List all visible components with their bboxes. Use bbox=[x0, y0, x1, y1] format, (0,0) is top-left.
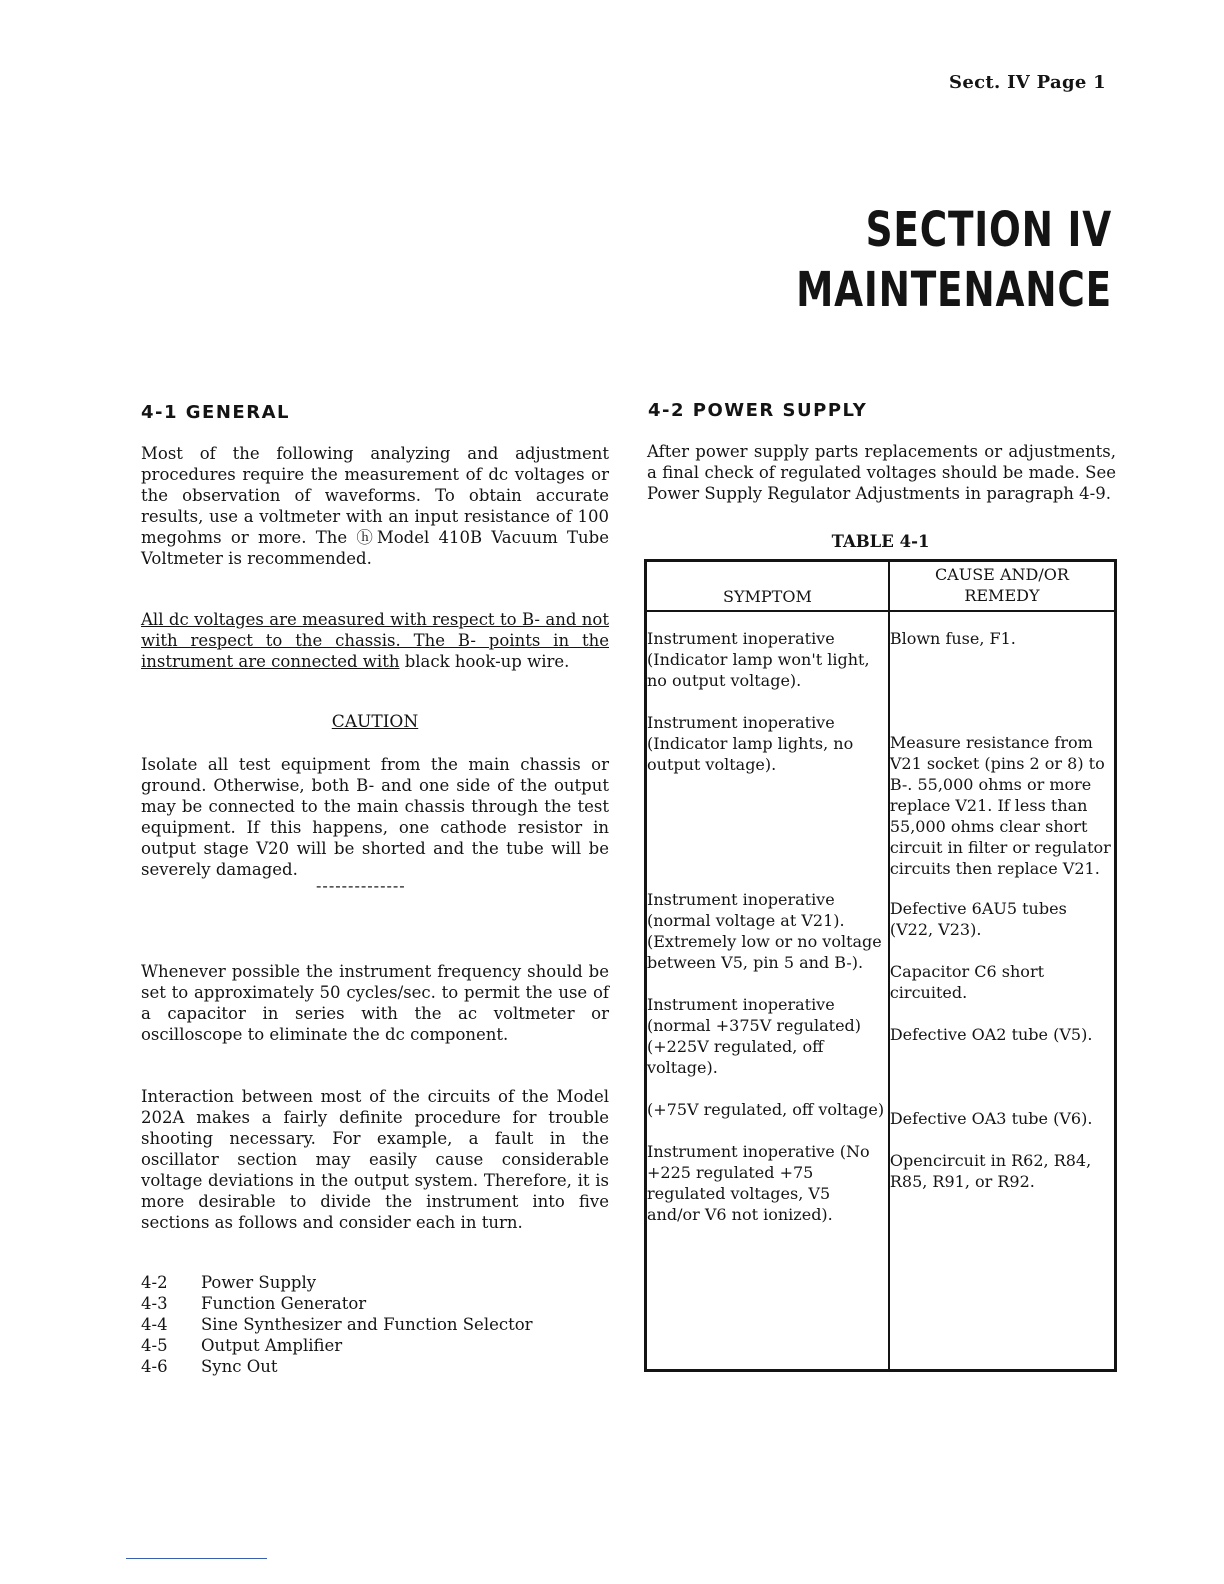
caution-end-rule: -------------- bbox=[316, 876, 406, 895]
general-paragraph-2-underlined: All dc voltages are measured with respect to B- and not with respect to the chassis. The B- points in the instrument are connected with bbox=[141, 610, 609, 671]
cause-header: CAUSE AND/OR REMEDY bbox=[889, 561, 1116, 611]
section-list-item: 4-5 Output Amplifier bbox=[141, 1336, 343, 1355]
section-title-line2: MAINTENANCE bbox=[796, 262, 1112, 318]
symptom-cell: Instrument inoperative (normal +375V regulated) (+225V regulated, off voltage). bbox=[647, 994, 862, 1077]
cause-cell: Defective 6AU5 tubes (V22, V23). bbox=[889, 898, 1067, 939]
cause-cell: Capacitor C6 short circuited. bbox=[889, 961, 1045, 1002]
cause-column bbox=[889, 611, 1116, 1371]
symptom-cell: Instrument inoperative (normal voltage at V21). bbox=[647, 889, 845, 930]
section-title bbox=[796, 200, 1112, 320]
caution-text: Isolate all test equipment from the main chassis or ground. Otherwise, both B- and one side of the output may be connected to the main chassis through the test equipment. If this happens, one cathode resistor in output stage V20 will be shorted and the tube will be severely damaged. bbox=[141, 755, 609, 879]
general-paragraph-2 bbox=[141, 609, 609, 672]
table-header-row bbox=[646, 561, 1116, 611]
general-paragraph-3: Whenever possible the instrument frequency should be set to approximately 50 cycles/sec. to permit the use of a capacitor in series with the ac voltmeter or oscilloscope to eliminate the dc component. bbox=[141, 962, 609, 1044]
section-list bbox=[141, 1272, 609, 1377]
cause-cell: Opencircuit in R62, R84, R85, R91, or R92. bbox=[889, 1150, 1092, 1191]
general-paragraph-1: Most of the following analyzing and adjustment procedures require the measurement of dc voltages or the observation of waveforms. To obtain accurate results, use a voltmeter with an input resistance of 100 megohms or more. The ⓗModel 410B Vacuum Tube Voltmeter is recommended. bbox=[141, 444, 609, 568]
table-caption: TABLE 4-1 bbox=[831, 532, 930, 551]
section-title-line1: SECTION IV bbox=[865, 202, 1112, 258]
general-heading: 4-1 GENERAL bbox=[141, 402, 290, 423]
troubleshooting-table bbox=[644, 559, 1117, 1372]
cause-cell: Measure resistance from V21 socket (pins 2 or 8) to B-. 55,000 ohms or more replace V21. If less than 55,000 ohms clear short circuit in filter or regulator circuits then replace V21. bbox=[889, 732, 1111, 878]
symptom-cell: Instrument inoperative (Indicator lamp lights, no output voltage). bbox=[647, 712, 854, 774]
cause-cell: Blown fuse, F1. bbox=[889, 628, 1016, 648]
symptom-header: SYMPTOM bbox=[646, 561, 889, 611]
section-list-item: 4-3 Function Generator bbox=[141, 1294, 367, 1313]
symptom-column bbox=[646, 611, 889, 1371]
cause-cell: Defective OA3 tube (V6). bbox=[889, 1108, 1093, 1128]
power-supply-paragraph: After power supply parts replacements or adjustments, a final check of regulated voltages should be made. See Power Supply Regulator Adjustments in paragraph 4-9. bbox=[647, 442, 1116, 503]
footer-rule bbox=[126, 1558, 267, 1559]
caution-title: CAUTION bbox=[331, 712, 419, 732]
page-reference: Sect. IV Page 1 bbox=[949, 72, 1106, 93]
symptom-cell: (+75V regulated, off voltage) bbox=[647, 1099, 885, 1119]
general-paragraph-4: Interaction between most of the circuits of the Model 202A makes a fairly definite procedure for trouble shooting necessary. For example, a fault in the oscillator section may easily cause considerable voltage deviations in the output system. Therefore, it is more desirable to divide the instrument into five sections as follows and consider each in turn. bbox=[141, 1087, 609, 1232]
section-list-item: 4-4 Sine Synthesizer and Function Selector bbox=[141, 1315, 533, 1334]
cause-cell: Defective OA2 tube (V5). bbox=[889, 1024, 1093, 1044]
power-supply-heading: 4-2 POWER SUPPLY bbox=[648, 400, 868, 421]
section-list-item: 4-2 Power Supply bbox=[141, 1273, 317, 1292]
section-list-item: 4-6 Sync Out bbox=[141, 1357, 278, 1376]
symptom-cell: Instrument inoperative (No +225 regulated +75 regulated voltages, V5 and/or V6 not ionized). bbox=[647, 1141, 870, 1224]
symptom-cell: Instrument inoperative (Indicator lamp won't light, no output voltage). bbox=[647, 628, 870, 690]
table-body-row bbox=[646, 611, 1116, 1371]
symptom-cell: (Extremely low or no voltage between V5, pin 5 and B-). bbox=[647, 931, 882, 972]
general-paragraph-2-rest: black hook-up wire. bbox=[399, 652, 570, 671]
